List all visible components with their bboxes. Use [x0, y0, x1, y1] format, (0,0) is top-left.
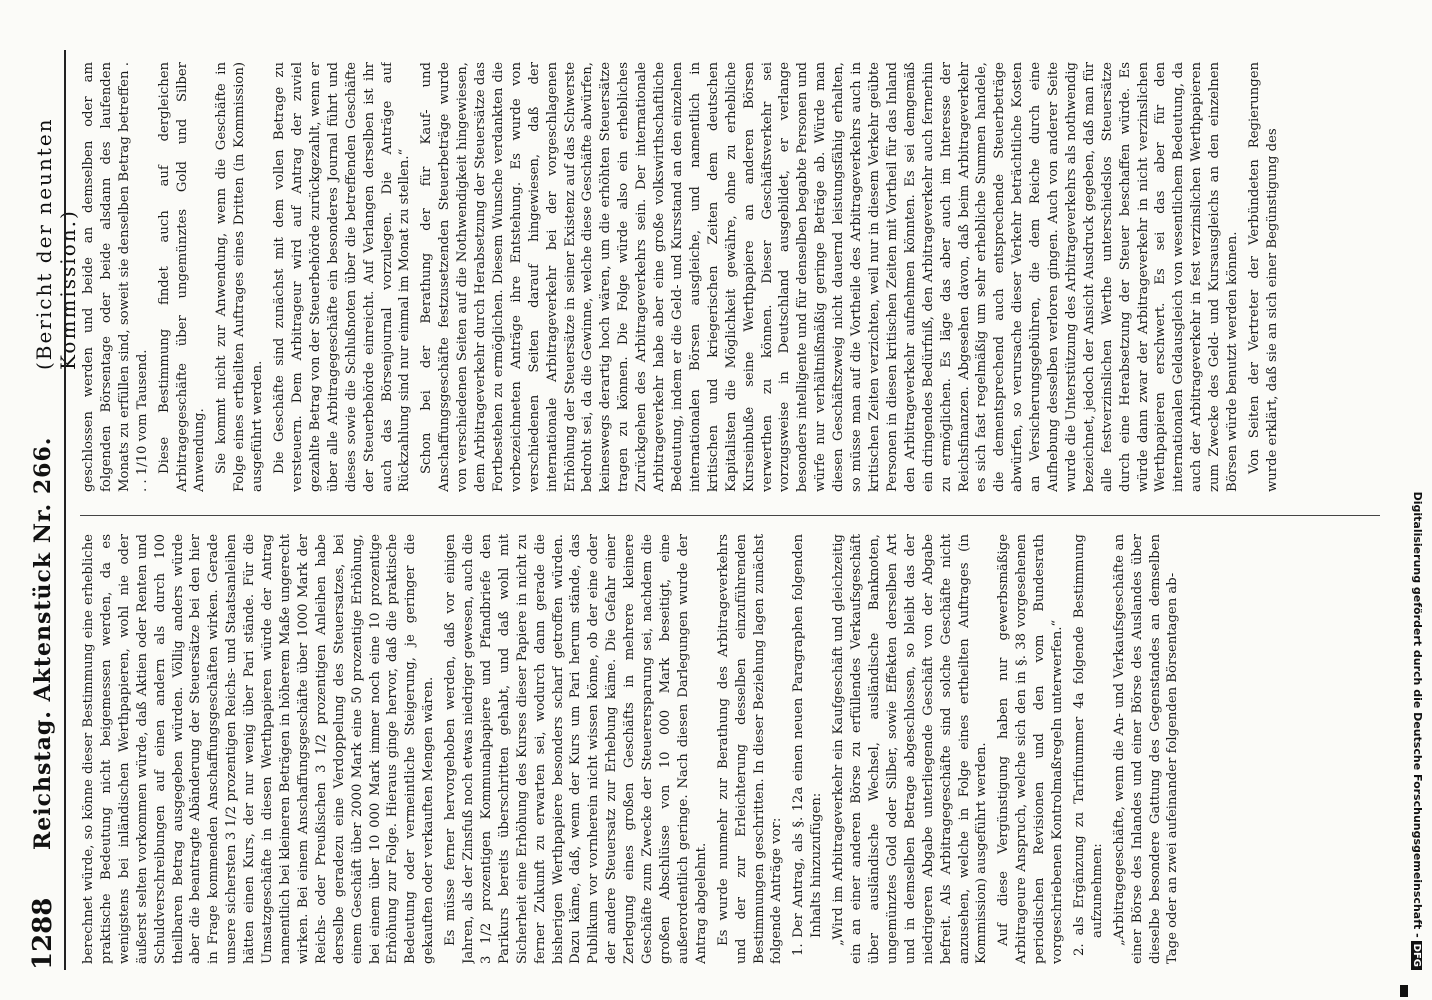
list-item: 1. Der Antrag, als §. 12a einen neuen Paragraphen folgenden Inhalts hinzuzufügen: [791, 534, 825, 956]
paragraph: Schon bei der Berathung der für Kauf- und Anschaffungsgeschäfte festzusetzenden Steuerbeträge wurde von verschiedenen Seiten auf die Nothwendigkeit hingewiesen, dem Arbitrageverkehr durch Herabsetzung der Steuersätze das Fortbestehen zu ermöglichen. Diesem Wunsche verdankten die vorbezeichneten Anträge ihre Entstehung. Es wurde von verschiedenen Seiten darauf hingewiesen, daß der internationale Arbitrageverkehr bei der vorgeschlagenen Erhöhung der Steuersätze in seiner Existenz auf das Schwerste bedroht sei, da die Gewinne, welche diese Geschäfte abwürfen, keineswegs derartig hoch wären, um die erhöhten Steuersätze tragen zu können. Die Folge würde also ein erhebliches Zurückgehen des Arbitrageverkehrs sein. Der internationale Arbitrageverkehr habe aber eine große volkswirthschaftliche Bedeutung, indem er die Geld- und Kursstand an den einzelnen internationalen Börsen ausgleiche, und namentlich in kritischen und kriegerischen Zeiten dem deutschen Kapitalisten die Möglichkeit gewähre, ohne zu erhebliche Kurseinbuße seine Werthpapiere an anderen Börsen verwerthen zu können. Dieser Geschäftsverkehr sei vorzugsweise in Deutschland ausgebildet, er verlange besonders intelligente und für denselben begabte Personen und würfe nur verhältnißmäßig geringe Beträge ab. Würde man diesen Geschäftszweig nicht dauernd leistungsfähig erhalten, so müsse man auf die Vortheile des Arbitrageverkehrs auch in kritischen Zeiten verzichten, weil nur in diesem Verkehr geübte Personen in diesen kritischen Zeiten mit Vortheil für das Inland den Arbitrageverkehr aufnehmen könnten. Es sei demgemäß ein dringendes Bedürfniß, den Arbitrageverkehr auch fernerhin zu ermöglichen. Es läge das aber auch im Interesse der Reichsfinanzen. Abgesehen davon, daß beim Arbitrageverkehr es sich fast regelmäßig um sehr erhebliche Summen handele, die dementsprechend auch entsprechende Steuerbeträge abwürfen, so verursache dieser Verkehr beträchtliche Kosten an Versicherungsgebühren, die dem Reiche durch eine Aufhebung desselben verloren gingen. Auch von anderer Seite wurde die Unterstützung des Arbitrageverkehrs als nothwendig bezeichnet, jedoch der Ansicht Ausdruck gegeben, daß man für alle festverzinslichen Werthe unterschiedslos Steuersätze durch eine Herabsetzung der Steuer beschaffen würde. Es würde dann zwar der Arbitrageverkehr in nicht verzinslichen Werthpapieren erschwert. Es sei das aber für den internationalen Geldausgleich von wesentlichem Bedeutung, da auch der Arbitrageverkehr in fest verzinslichen Werthpapieren zum Zwecke des Geld- und Kursausgleichs an den einzelnen Börsen würde benutzt werden können. [419, 62, 1241, 492]
list-item: 2. als Ergänzung zu Tarifnummer 4a folgende Bestimmung aufzunehmen: [1071, 534, 1105, 956]
left-column [80, 534, 1380, 964]
quoted-paragraph: Auf diese Vergünstigung haben nur gewerbsmäßige Arbitrageure Anspruch, welche sich den in §. 38 vorgesehenen periodischen Revisionen und den vom Bundesrath vorgeschriebenen Kontrolmaßregeln unterwerfen.“ [996, 534, 1066, 964]
page-subtitle: (Bericht der neunten Kommission.) [32, 117, 80, 370]
page-header [22, 50, 80, 970]
dfg-logo: DFG [1411, 941, 1422, 970]
quoted-paragraph: „Wird im Arbitrageverkehr ein Kaufgeschäft und gleichzeitig ein an einer anderen Börse zu erfüllendes Verkaufsgeschäft über ausländische Wechsel, ausländische Banknoten, ungemünztes Gold oder Silber, sowie Effekten derselben Art und in demselben Betrage abgeschlossen, so bleibt das der niedrigeren Abgabe unterliegende Geschäft von der Abgabe befreit. Als Arbitragegeschäfte sind solche Geschäfte nicht anzusehen, welche in Folge eines ertheilten Auftrages (in Kommission) ausgeführt werden. [831, 534, 990, 964]
page-title: Reichstag. Aktenstück Nr. 266. [30, 436, 56, 850]
header-rule [64, 50, 66, 970]
paragraph: Es müsse ferner hervorgehoben werden, daß vor einigen Jahren, als der Zinsfuß noch etwas niedriger gewesen, auch die 3 1/2 prozentigen Kommunalpapiere und Pfandbriefe den Parikurs bereits überschritten gehabt, und daß wohl mit Sicherheit eine Erhöhung des Kurses dieser Papiere in nicht zu ferner Zukunft zu erwarten sei, wodurch dann gerade die bisherigen Werthpapiere besonders scharf getroffen würden. Dazu käme, daß, wenn der Kurs um Pari herum stände, das Publikum vor vornherein nicht wissen könne, ob der eine oder der andere Steuersatz zur Erhebung käme. Die Gefahr einer Zerlegung eines großen Geschäfts in mehrere kleinere Geschäfte zum Zwecke der Steuerersparung sei, nachdem die großen Abschlüsse von 10 000 Mark beseitigt, eine außerordentlich geringe. Nach diesen Darlegungen wurde der Antrag abgelehnt. [443, 534, 709, 964]
paragraph: geschlossen werden und beide an demselben oder am folgenden Börsentage oder beide alsdann des laufenden Monats zu erfüllen sind, soweit sie denselben Betrag betreffen . . . 1/10 vom Tausend. [81, 62, 150, 492]
scan-mark [1400, 985, 1408, 997]
paragraph: Es wurde nunmehr zur Berathung des Arbitrageverkehrs und der zur Erleichterung desselben einzuführenden Bestimmungen geschritten. In dieser Beziehung lagen zunächst folgende Anträge vor: [715, 534, 785, 964]
paragraph: berechnet würde, so könne dieser Bestimmung eine erhebliche praktische Bedeutung nicht beigemessen werden, da es wenigstens bei inländischen Werthpapieren, wohl nie oder äußerst selten vorkommen würde, daß Aktien oder Renten und Schuldverschreibungen auf einen andern als durch 100 theilbaren Betrag ausgegeben würden. Völlig anders würde aber die beantragte Abänderung der Steuersätze bei den hier in Frage kommenden Anschaffungsgeschäften wirken. Gerade unsere sichersten 3 1/2 prozentigen Reichs- und Staatsanleihen hätten einen Kurs, der nur wenig über Pari stände. Für die Umsatzgeschäfte in diesen Werthpapieren würde der Antrag namentlich bei kleineren Beträgen in höherem Maße ungerecht wirken. Bei einem Anschaffungsgeschäfte über 1000 Mark der Reichs- oder Preußischen 3 1/2 prozentigen Anleihen habe derselbe geradezu eine Verdoppelung des Steuersatzes, bei einem Geschäft über 2000 Mark eine 50 prozentige Erhöhung, bei einem über 10 000 Mark immer noch eine 10 prozentige Erhöhung zur Folge. Hieraus ginge hervor, daß die praktische Bedeutung oder vermeintliche Steigerung, je geringer die gekauften oder verkauften Mengen wären. [81, 534, 437, 964]
right-column [80, 62, 1380, 492]
paragraph: Von Seiten der Vertreter der Verbündeten Regierungen wurde erklärt, daß sie an sich einer Begünstigung des [1247, 62, 1280, 492]
paragraph: Sie kommt nicht zur Anwendung, wenn die Geschäfte in Folge eines ertheilten Auftrages eines Dritten (in Kommission) ausgeführt werden. [214, 62, 266, 492]
digitization-credit-text [1404, 40, 1424, 970]
paragraph: Die Geschäfte sind zunächst mit dem vollen Betrage zu versteuern. Dem Arbitrageur wird auf Antrag der zuviel gezahlte Betrag von der Steuerbehörde zurückgezahlt, wenn er über alle Arbitragegeschäfte ein besonderes Journal führt und dieses sowie die Schlußnoten über die betreffenden Geschäfte der Steuerbehörde einreicht. Auf Verlangen derselben ist ihr auch das Börsenjournal vorzulegen. Die Anträge auf Rückzahlung sind nur einmal im Monat zu stellen.“ [272, 62, 413, 492]
paragraph: Diese Bestimmung findet auch auf dergleichen Arbitragegeschäfte über ungemünztes Gold und Silber Anwendung. [156, 62, 208, 492]
digitization-credit [1404, 40, 1424, 970]
column-divider [80, 515, 1380, 516]
quoted-paragraph: „Arbitragegeschäfte, wenn die An- und Verkaufsgeschäfte an einer Börse des Inlandes und einer Börse des Auslandes über dieselbe besondere Gattung des Gegenstandes an demselben Tage oder an zwei aufeinander folgenden Börsentagen ab- [1111, 534, 1181, 964]
page-number: 1288 [28, 897, 58, 970]
credit-label: Digitalisierung gefördert durch die Deutsche Forschungsgemeinschaft - [1411, 491, 1424, 938]
